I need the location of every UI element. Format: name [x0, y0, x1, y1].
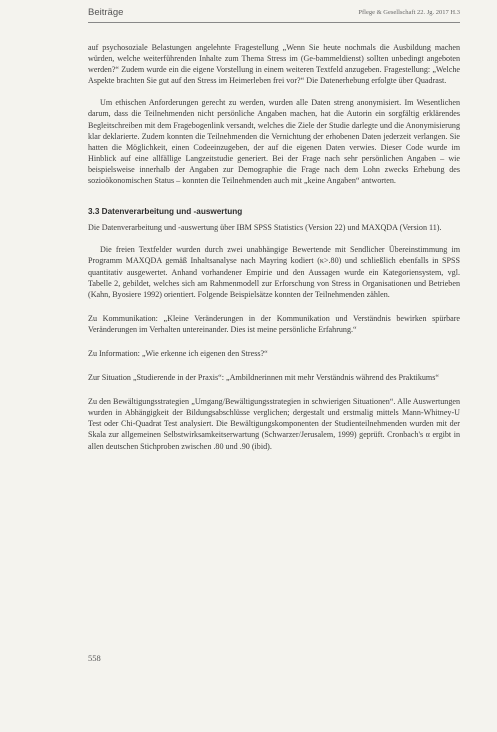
body-text: [88, 42, 460, 452]
paragraph-free-text-analysis: Die freien Textfelder wurden durch zwei unabhängige Bewertende mit Sendlicher Übereinstimmung im Programm MAXQDA gemäß Inhaltsanalyse nach Mayring kodiert (κ>.80) und schließlich ebenfalls in SPSS quantitativ ausgewertet. Anhand vorhandener Empirie und den Aussagen wurde ein Kategoriensystem, vgl. Tabelle 2, gebildet, welches sich am Rahmenmodell zur Erforschung von Stress in Organisationen und Betrieben (Kahn, Byosiere 1992) orientiert. Folgende Beispielsätze konnten der Teilnehmenden zählen.: [88, 245, 460, 299]
paragraph-ethics: Um ethischen Anforderungen gerecht zu werden, wurden alle Daten streng anonymisiert. Im Wesentlichen darum, dass die Teilnehmenden nicht persönliche Angaben machen, hat die Autorin ein sorgfältig erklärendes Begleitschreiben mit dem Fragebogenlink versandt, welches die Ziele der Studie darlegte und die Anonymisierung klar deklarierte. Zudem konnten die Teilnehmenden die Vernichtung der erhobenen Daten jederzeit verlangen. Sie hatten die Möglichkeit, einen Codeeinzugeben, der auf die eigenen Daten verwies. Dieser Code wurde im Hinblick auf eine allfällige Langzeitstudie generiert. Bei der Frage nach sehr persönlichen Angaben – wie beispielsweise innerhalb der Angaben zur Demographie die Frage nach dem Lohn zwecks Erhebung des sozioökonomischen Status – konnten die Teilnehmenden auch mit „keine Angaben“ antworten.: [88, 98, 460, 186]
example-coping: Zu den Bewältigungsstrategien „Umgang/Bewältigungsstrategien in schwierigen Situationen“. Alle Auswertungen wurden in Abhängigkeit der Bildungsabschlüsse verglichen; dergestalt und erstmalig mittels Mann-Whitney-U Test oder Chi-Quadrat Test analysiert. Die Bewältigungskomponenten der Studienteilnehmenden wurden mit der Skala zur allgemeinen Selbstwirksamkeitserwartung (Schwarzer/Jerusalem, 1999) geprüft. Cronbach's α ergibt in allen deutschen Stichproben zwischen .80 und .90 (ibid).: [88, 397, 460, 451]
section-label: Beiträge: [88, 7, 124, 18]
example-situation: Zur Situation „Studierende in der Praxis“: „Ambildnerinnen mit mehr Verständnis während des Praktikums“: [88, 373, 439, 383]
running-header: [88, 6, 460, 23]
paragraph-data-processing: Die Datenverarbeitung und -auswertung über IBM SPSS Statistics (Version 22) und MAXQDA (Version 11).: [88, 223, 442, 233]
page-number: 558: [88, 653, 101, 663]
example-communication: Zu Kommunikation: „Kleine Veränderungen in der Kommunikation und Verständnis bewirken spürbare Veränderungen im Verhalten untereinander. Dies ist meine persönliche Erfahrung.“: [88, 313, 460, 334]
section-heading: 3.3 Datenverarbeitung und -auswertung: [88, 207, 243, 217]
example-information: Zu Information: „Wie erkenne ich eigenen den Stress?“: [88, 348, 268, 358]
paragraph-continued: auf psychosoziale Belastungen angelehnte Fragestellung „Wenn Sie heute nochmals die Ausbildung machen würden, welche weiterführenden Inhalte zum Thema Stress im (Ge-bammeldienst) sollten unbedingt angeboten werden?“ Zudem wurde ein die eigene Vorstellung in einem weiteren Textfeld anzugeben. Fragestellung: „Welche Aspekte brachten Sie gut auf den Stress im Heimerleben frei vor?“ Die Datenerhebung erfolgte über Quadrast.: [88, 43, 460, 86]
journal-citation: Pflege & Gesellschaft 22. Jg. 2017 H.3: [358, 9, 460, 16]
